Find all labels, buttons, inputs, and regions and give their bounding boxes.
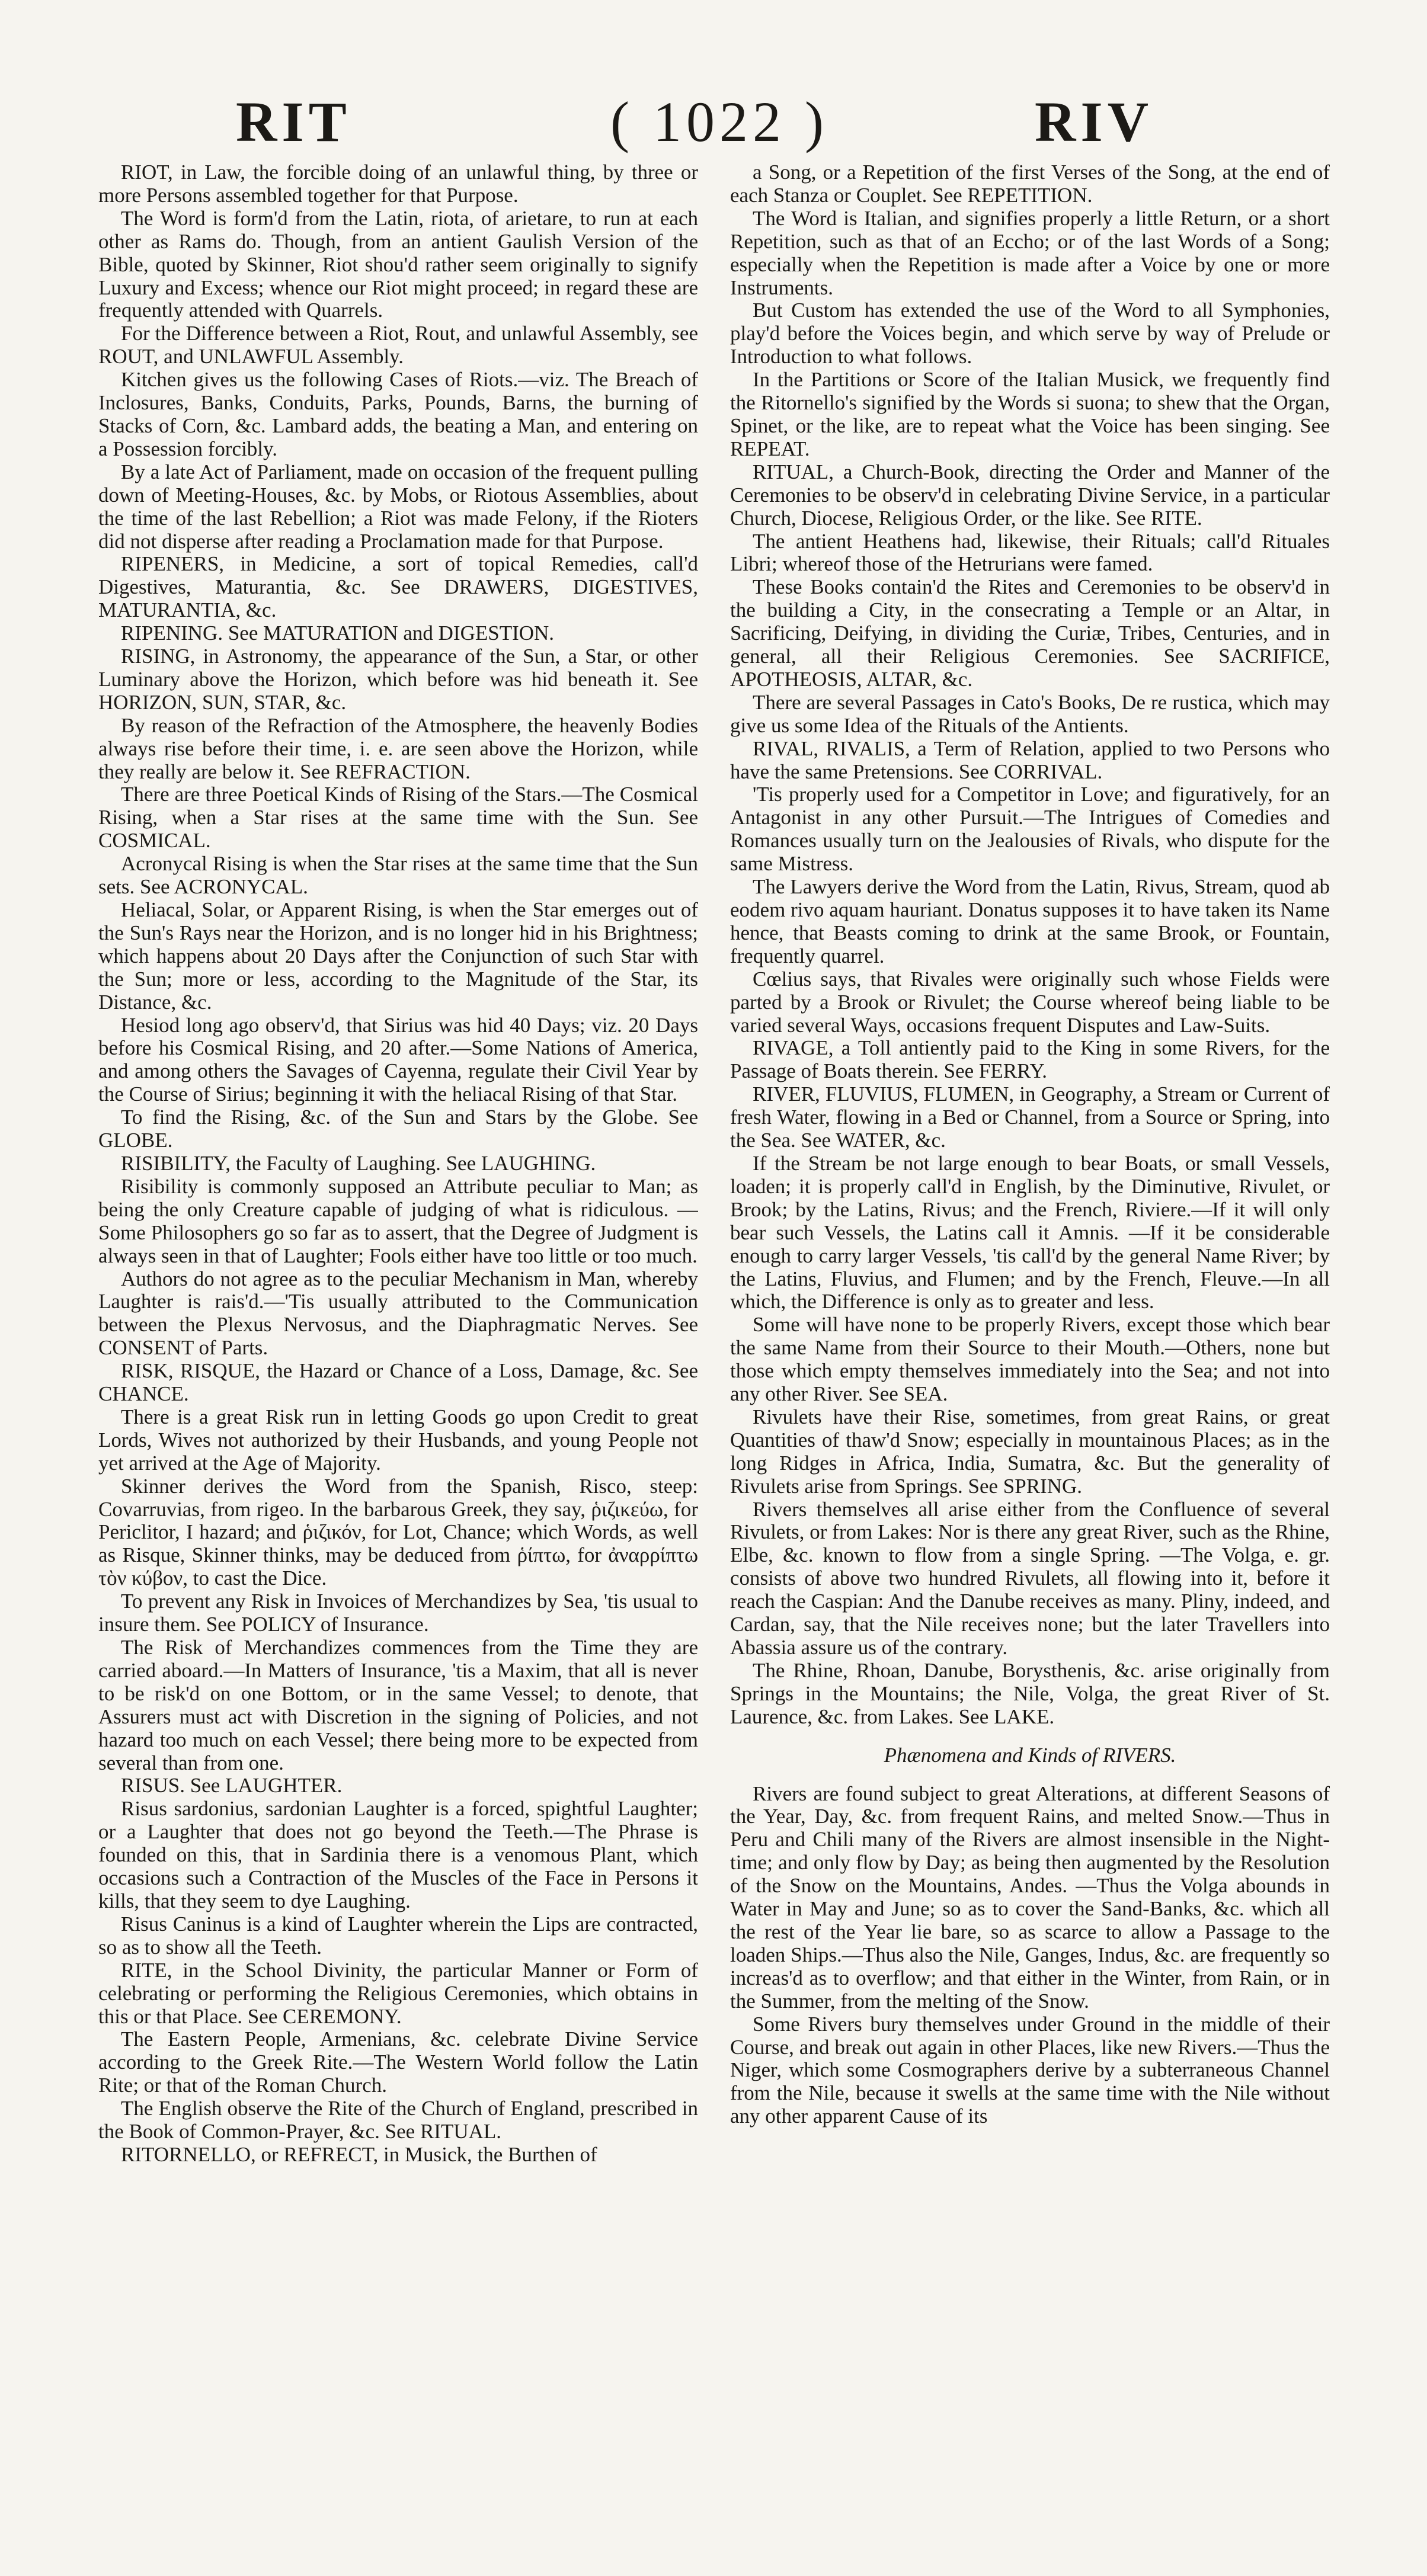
paragraph: 'Tis properly used for a Competitor in Love; and figuratively, for an Antagonist in any other Pursuit.—The Intrigues of Comedies and Romances usually turn on the Jealousies of Rivals, who dispute for the same Mistress. bbox=[730, 783, 1330, 876]
paragraph: Rivers themselves all arise either from the Confluence of several Rivulets, or from Lakes: Nor is there any great River, such as the Rhine, Elbe, &c. known to flow from a single Spring. —The Volga, e. gr. consists of above two hundred Rivulets, all flowing into it, before it reach the Caspian: And the Danube receives as many. Pliny, indeed, and Cardan, say, that the Nile receives none; but the later Travellers into Abassia assure us of the contrary. bbox=[730, 1497, 1330, 1659]
paragraph: Risus sardonius, sardonian Laughter is a forced, spightful Laughter; or a Laughter that does not go beyond the Teeth.—The Phrase is founded on this, that in Sardinia there is a venomous Plant, which occasions such a Contraction of the Muscles of the Face in Persons it kills, that they seem to dye Laughing. bbox=[98, 1797, 698, 1912]
paragraph: Risibility is commonly supposed an Attribute peculiar to Man; as being the only Creature capable of judging of what is ridiculous. —Some Philosophers go so far as to assert, that the Degree of Judgment is always seen in that of Laughter; Fools either have too little or too much. bbox=[98, 1174, 698, 1267]
paragraph: There are three Poetical Kinds of Rising of the Stars.—The Cosmical Rising, when a Star rises at the same time with the Sun. See COSMICAL. bbox=[98, 783, 698, 853]
paragraph: Authors do not agree as to the peculiar Mechanism in Man, whereby Laughter is rais'd.—'Tis usually attributed to the Communication between the Plexus Nervosus, and the Diaphragmatic Nerves. See CONSENT of Parts. bbox=[98, 1267, 698, 1360]
paragraph: By a late Act of Parliament, made on occasion of the frequent pulling down of Meeting-Houses, &c. by Mobs, or Riotous Assemblies, about the time of the last Rebellion; a Riot was made Felony, if the Rioters did not disperse after reading a Proclamation made for that Purpose. bbox=[98, 460, 698, 553]
paragraph: RISK, RISQUE, the Hazard or Chance of a Loss, Damage, &c. See CHANCE. bbox=[98, 1359, 698, 1406]
right-column-upper bbox=[730, 161, 1330, 1729]
paragraph: In the Partitions or Score of the Italian Musick, we frequently find the Ritornello's signified by the Words si suona; to shew that the Organ, Spinet, or the like, are to repeat what the Voice has been singing. See REPEAT. bbox=[730, 368, 1330, 460]
paragraph: The Lawyers derive the Word from the Latin, Rivus, Stream, quod ab eodem rivo aquam hauriant. Donatus supposes it to have taken its Name hence, that Beasts coming to drink at the same Brook, or Fountain, frequently quarrel. bbox=[730, 875, 1330, 967]
paragraph: The Rhine, Rhoan, Danube, Borysthenis, &c. arise originally from Springs in the Mountains; the Nile, Volga, the great River of St. Laurence, &c. from Lakes. See LAKE. bbox=[730, 1658, 1330, 1728]
paragraph: There are several Passages in Cato's Books, De re rustica, which may give us some Idea of the Rituals of the Antients. bbox=[730, 690, 1330, 737]
header-right-catchword: RIV bbox=[1035, 90, 1154, 153]
paragraph: There is a great Risk run in letting Goods go upon Credit to great Lords, Wives not authorized by their Husbands, and young People not yet arrived at the Age of Majority. bbox=[98, 1405, 698, 1475]
paragraph: RIVAGE, a Toll antiently paid to the King in some Rivers, for the Passage of Boats therein. See FERRY. bbox=[730, 1036, 1330, 1083]
paragraph: The Word is form'd from the Latin, riota, of arietare, to run at each other as Rams do. Though, from an antient Gaulish Version of the Bible, quoted by Skinner, Riot shou'd rather seem originally to signify Luxury and Excess; whence our Riot might proceed; in regard these are frequently attended with Quarrels. bbox=[98, 206, 698, 322]
paragraph: Heliacal, Solar, or Apparent Rising, is when the Star emerges out of the Sun's Rays near the Horizon, and is no longer hid in his Brightness; which happens about 20 Days after the Conjunction of such Star with the Sun; more or less, according to the Magnitude of the Star, its Distance, &c. bbox=[98, 898, 698, 1014]
paragraph: Skinner derives the Word from the Spanish, Risco, steep: Covarruvias, from rigeo. In the barbarous Greek, they say, ῥιζικεύω, for Periclitor, I hazard; and ῥιζικόν, for Lot, Chance; which Words, as well as Risque, Skinner thinks, may be deduced from ῥίπτω, for ἀναρρίπτω τὸν κύβον, to cast the Dice. bbox=[98, 1474, 698, 1590]
header-left-catchword: RIT bbox=[236, 90, 351, 153]
paragraph: RIPENING. See MATURATION and DIGESTION. bbox=[121, 621, 555, 645]
paragraph: The antient Heathens had, likewise, their Rituals; call'd Rituales Libri; whereof those of the Hetrurians were famed. bbox=[730, 529, 1330, 576]
paragraph: RIOT, in Law, the forcible doing of an unlawful thing, by three or more Persons assembled together for that Purpose. bbox=[98, 161, 698, 207]
paragraph: RITE, in the School Divinity, the particular Manner or Form of celebrating or performing the Religious Ceremonies, which obtains in this or that Place. See CEREMONY. bbox=[98, 1958, 698, 2028]
paragraph: Kitchen gives us the following Cases of Riots.—viz. The Breach of Inclosures, Banks, Conduits, Parks, Pounds, Barns, the burning of Stacks of Corn, &c. Lambard adds, the beating a Man, and entering on a Possession forcibly. bbox=[98, 368, 698, 460]
paragraph: Risus Caninus is a kind of Laughter wherein the Lips are contracted, so as to show all the Teeth. bbox=[98, 1912, 698, 1959]
paragraph: To prevent any Risk in Invoices of Merchandizes by Sea, 'tis usual to insure them. See POLICY of Insurance. bbox=[98, 1590, 698, 1636]
paragraph: For the Difference between a Riot, Rout, and unlawful Assembly, see ROUT, and UNLAWFUL Assembly. bbox=[98, 322, 698, 369]
right-column bbox=[730, 161, 1330, 2555]
paragraph: RIPENERS, in Medicine, a sort of topical Remedies, call'd Digestives, Maturantia, &c. See DRAWERS, DIGESTIVES, MATURANTIA, &c. bbox=[98, 552, 698, 622]
paragraph: a Song, or a Repetition of the first Verses of the Song, at the end of each Stanza or Couplet. See REPETITION. bbox=[730, 161, 1330, 207]
paragraph: If the Stream be not large enough to bear Boats, or small Vessels, loaden; it is properly call'd in English, by the Diminutive, Rivulet, or Brook; by the Latins, Rivus; and the French, Riviere.—If it will only bear such Vessels, the Latins call it Amnis. —If it be considerable enough to carry larger Vessels, 'tis call'd by the general Name River; by the Latins, Fluvius, and Flumen; and by the French, Fleuve.—In all which, the Difference is only as to greater and less. bbox=[730, 1151, 1330, 1313]
paragraph: These Books contain'd the Rites and Ceremonies to be observ'd in the building a City, in the consecrating a Temple or an Altar, in Sacrificing, Deifying, in dividing the Curiæ, Tribes, Centuries, and in general, all their Religious Ceremonies. See SACRIFICE, APOTHEOSIS, ALTAR, &c. bbox=[730, 575, 1330, 691]
paragraph: Rivulets have their Rise, sometimes, from great Rains, or great Quantities of thaw'd Snow; especially in mountainous Places; as in the long Ridges in Africa, India, Sumatra, &c. But the generality of Rivulets arise from Springs. See SPRING. bbox=[730, 1405, 1330, 1498]
paragraph: RIVER, FLUVIUS, FLUMEN, in Geography, a Stream or Current of fresh Water, flowing in a Bed or Channel, from a Source or Spring, into the Sea. See WATER, &c. bbox=[730, 1082, 1330, 1152]
paragraph: The English observe the Rite of the Church of England, prescribed in the Book of Common-Prayer, &c. See RITUAL. bbox=[98, 2097, 698, 2144]
left-column bbox=[98, 161, 698, 2555]
paragraph: RISUS. See LAUGHTER. bbox=[121, 1774, 343, 1798]
paragraph: The Word is Italian, and signifies properly a little Return, or a short Repetition, such as that of an Eccho; or of the last Words of a Song; especially when the Repetition is made after a Voice by one or more Instruments. bbox=[730, 206, 1330, 299]
paragraph: RIVAL, RIVALIS, a Term of Relation, applied to two Persons who have the same Pretensions. See CORRIVAL. bbox=[730, 736, 1330, 783]
paragraph: Some Rivers bury themselves under Ground in the middle of their Course, and break out again in other Places, like new Rivers.—Thus the Niger, which some Cosmographers derive by a subterraneous Channel from the Nile, because it swells at the same time with the Nile without any other apparent Cause of its bbox=[730, 2012, 1330, 2128]
right-column-lower bbox=[730, 1783, 1330, 2129]
paragraph: By reason of the Refraction of the Atmosphere, the heavenly Bodies always rise before their time, i. e. are seen above the Horizon, while they really are below it. See REFRACTION. bbox=[98, 713, 698, 783]
page-number: ( 1022 ) bbox=[610, 90, 828, 153]
paragraph: Rivers are found subject to great Alterations, at different Seasons of the Year, Day, &c. from frequent Rains, and melted Snow.—Thus in Peru and Chili many of the Rivers are almost insensible in the Night-time; and only flow by Day; as being then augmented by the Resolution of the Snow on the Mountains, Andes. —Thus the Volga abounds in Water in May and June; so as to cover the Sand-Banks, &c. which all the rest of the Year lie bare, so as scarce to allow a Passage to the loaden Ships.—Thus also the Nile, Ganges, Indus, &c. are frequently so increas'd as to overflow; and that either in the Winter, from Rain, or in the Summer, from the melting of the Snow. bbox=[730, 1782, 1330, 2013]
paragraph: RISIBILITY, the Faculty of Laughing. See LAUGHING. bbox=[121, 1151, 596, 1175]
paragraph: Cœlius says, that Rivales were originally such whose Fields were parted by a Brook or Rivulet; the Course whereof being liable to be varied several Ways, occasions frequent Disputes and Law-Suits. bbox=[730, 967, 1330, 1037]
paragraph: RITORNELLO, or REFRECT, in Musick, the Burthen of bbox=[121, 2142, 597, 2166]
paragraph: RISING, in Astronomy, the appearance of the Sun, a Star, or other Luminary above the Horizon, which before was hid beneath it. See HORIZON, SUN, STAR, &c. bbox=[98, 645, 698, 714]
paragraph: Some will have none to be properly Rivers, except those which bear the same Name from their Source to their Mouth.—Others, none but those which empty themselves immediately into the Sea; and not into any other River. See SEA. bbox=[730, 1313, 1330, 1406]
paragraph: Hesiod long ago observ'd, that Sirius was hid 40 Days; viz. 20 Days before his Cosmical Rising, and 20 after.—Some Nations of America, and among others the Savages of Cayenna, regulate their Civil Year by the Course of Sirius; beginning it with the heliacal Rising of that Star. bbox=[98, 1013, 698, 1106]
paragraph: Acronycal Rising is when the Star rises at the same time that the Sun sets. See ACRONYCAL. bbox=[98, 852, 698, 899]
section-heading: Phænomena and Kinds of RIVERS. bbox=[884, 1743, 1176, 1767]
paragraph: The Risk of Merchandizes commences from the Time they are carried aboard.—In Matters of Insurance, 'tis a Maxim, that all is never to be risk'd on one Bottom, or in the same Vessel; to denote, that Assurers must act with Discretion in the signing of Policies, and not hazard too much on each Vessel; there being more to be expected from several than from one. bbox=[98, 1636, 698, 1774]
running-header bbox=[0, 89, 1427, 154]
paragraph: But Custom has extended the use of the Word to all Symphonies, play'd before the Voices begin, and which serve by way of Prelude or Introduction to what follows. bbox=[730, 299, 1330, 369]
paragraph: RITUAL, a Church-Book, directing the Order and Manner of the Ceremonies to be observ'd in celebrating Divine Service, in a particular Church, Diocese, Religious Order, or the like. See RITE. bbox=[730, 460, 1330, 530]
paragraph: To find the Rising, &c. of the Sun and Stars by the Globe. See GLOBE. bbox=[98, 1106, 698, 1152]
paragraph: The Eastern People, Armenians, &c. celebrate Divine Service according to the Greek Rite.—The Western World follow the Latin Rite; or that of the Roman Church. bbox=[98, 2027, 698, 2097]
